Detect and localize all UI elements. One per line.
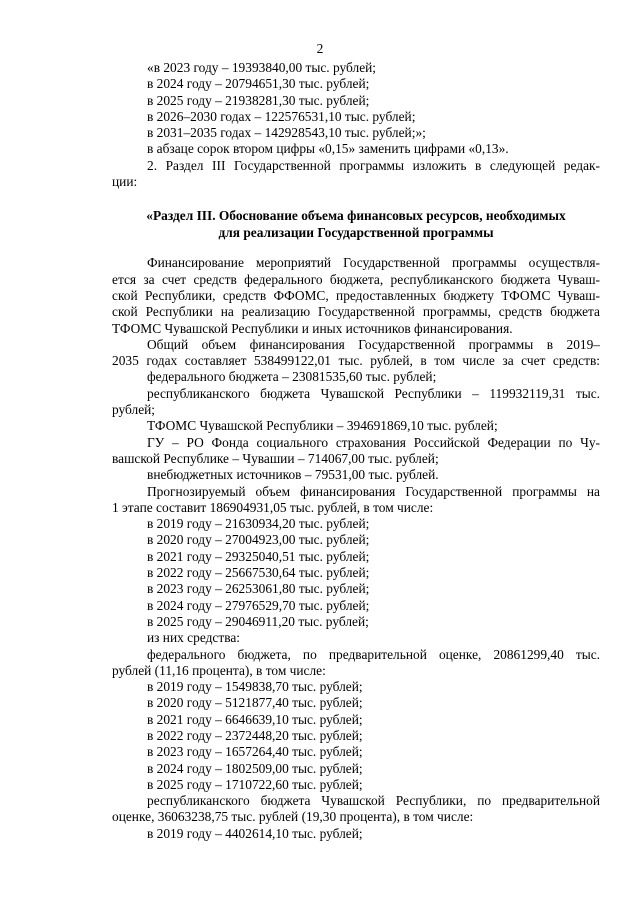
text-line: в 2020 году – 5121877,40 тыс. рублей;	[147, 695, 363, 711]
text-line: в 2024 году – 1802509,00 тыс. рублей;	[147, 760, 363, 776]
text-line: республиканского бюджета Чувашской Республики – 119932119,31 тыс.	[147, 385, 600, 401]
text-line: ской Республики, средств ФФОМС, предоставленных бюджету ТФОМС Чуваш-	[112, 287, 600, 303]
text-line: в 2024 году – 20794651,30 тыс. рублей;	[147, 76, 370, 92]
text-line: ТФОМС Чувашской Республики – 394691869,10 тыс. рублей;	[147, 418, 498, 434]
text-line: 1 этапе составит 186904931,05 тыс. рублей, в том числе:	[112, 499, 434, 515]
text-line: оценке, 36063238,75 тыс. рублей (19,30 процента), в том числе:	[112, 809, 474, 825]
text-line: рублей;	[112, 402, 156, 418]
text-line: ции:	[112, 174, 138, 190]
text-line: федерального бюджета, по предварительной оценке, 20861299,40 тыс.	[147, 646, 600, 662]
text-line: Прогнозируемый объем финансирования Государственной программы на	[147, 483, 600, 499]
text-line: «в 2023 году – 19393840,00 тыс. рублей;	[147, 60, 377, 75]
text-line: в 2022 году – 2372448,20 тыс. рублей;	[147, 727, 363, 743]
section-title-line-1: «Раздел III. Обоснование объема финансовых ресурсов, необходимых	[146, 208, 566, 224]
section-title-line-2: для реализации Государственной программы	[218, 225, 494, 241]
text-line: в 2031–2035 годах – 142928543,10 тыс. рублей;»;	[147, 125, 426, 141]
text-line: 2035 годах составляет 538499122,01 тыс. рублей, в том числе за счет средств:	[112, 353, 600, 369]
text-line: ТФОМС Чувашской Республики и иных источников финансирования.	[112, 320, 513, 336]
text-line: федерального бюджета – 23081535,60 тыс. рублей;	[147, 369, 437, 385]
text-line: в 2019 году – 4402614,10 тыс. рублей;	[147, 825, 363, 841]
text-line: 2. Раздел III Государственной программы изложить в следующей редак-	[147, 157, 600, 173]
text-line: ется за счет средств федерального бюджета, республиканского бюджета Чуваш-	[112, 271, 600, 287]
text-line: в 2021 году – 29325040,51 тыс. рублей;	[147, 548, 370, 564]
text-line: в 2026–2030 годах – 122576531,10 тыс. рублей;	[147, 108, 416, 124]
text-line: ГУ – РО Фонда социального страхования Российской Федерации по Чу-	[147, 434, 600, 450]
amendment-text	[112, 60, 600, 190]
text-line: республиканского бюджета Чувашской Республики, по предварительной	[147, 793, 600, 809]
text-line: внебюджетных источников – 79531,00 тыс. рублей.	[147, 467, 439, 483]
text-line: вашской Республике – Чувашии – 714067,00 тыс. рублей;	[112, 450, 439, 466]
text-line: в 2025 году – 29046911,20 тыс. рублей;	[147, 613, 369, 629]
text-line: в 2025 году – 1710722,60 тыс. рублей;	[147, 776, 363, 792]
page-content	[112, 60, 600, 842]
text-line: в абзаце сорок втором цифры «0,15» заменить цифрами «0,13».	[147, 141, 509, 157]
text-line: в 2021 году – 6646639,10 тыс. рублей;	[147, 711, 363, 727]
text-line: из них средства:	[147, 630, 241, 646]
text-line: в 2022 году – 25667530,64 тыс. рублей;	[147, 565, 370, 581]
text-line: в 2024 году – 27976529,70 тыс. рублей;	[147, 597, 370, 613]
text-line: в 2025 году – 21938281,30 тыс. рублей;	[147, 92, 370, 108]
text-line: в 2023 году – 1657264,40 тыс. рублей;	[147, 744, 363, 760]
text-line: рублей (11,16 процента), в том числе:	[112, 662, 326, 678]
text-line: в 2019 году – 1549838,70 тыс. рублей;	[147, 679, 363, 695]
text-line: в 2023 году – 26253061,80 тыс. рублей;	[147, 581, 370, 597]
text-line: Общий объем финансирования Государственной программы в 2019–	[147, 336, 600, 352]
text-line: ской Республики на реализацию Государственной программы, средств бюджета	[112, 304, 600, 320]
text-line: Финансирование мероприятий Государственной программы осуществля-	[147, 255, 600, 271]
text-line: в 2020 году – 27004923,00 тыс. рублей;	[147, 532, 370, 548]
section-body-text	[112, 255, 600, 842]
page-number: 2	[316, 41, 324, 56]
text-line: в 2019 году – 21630934,20 тыс. рублей;	[147, 516, 370, 532]
